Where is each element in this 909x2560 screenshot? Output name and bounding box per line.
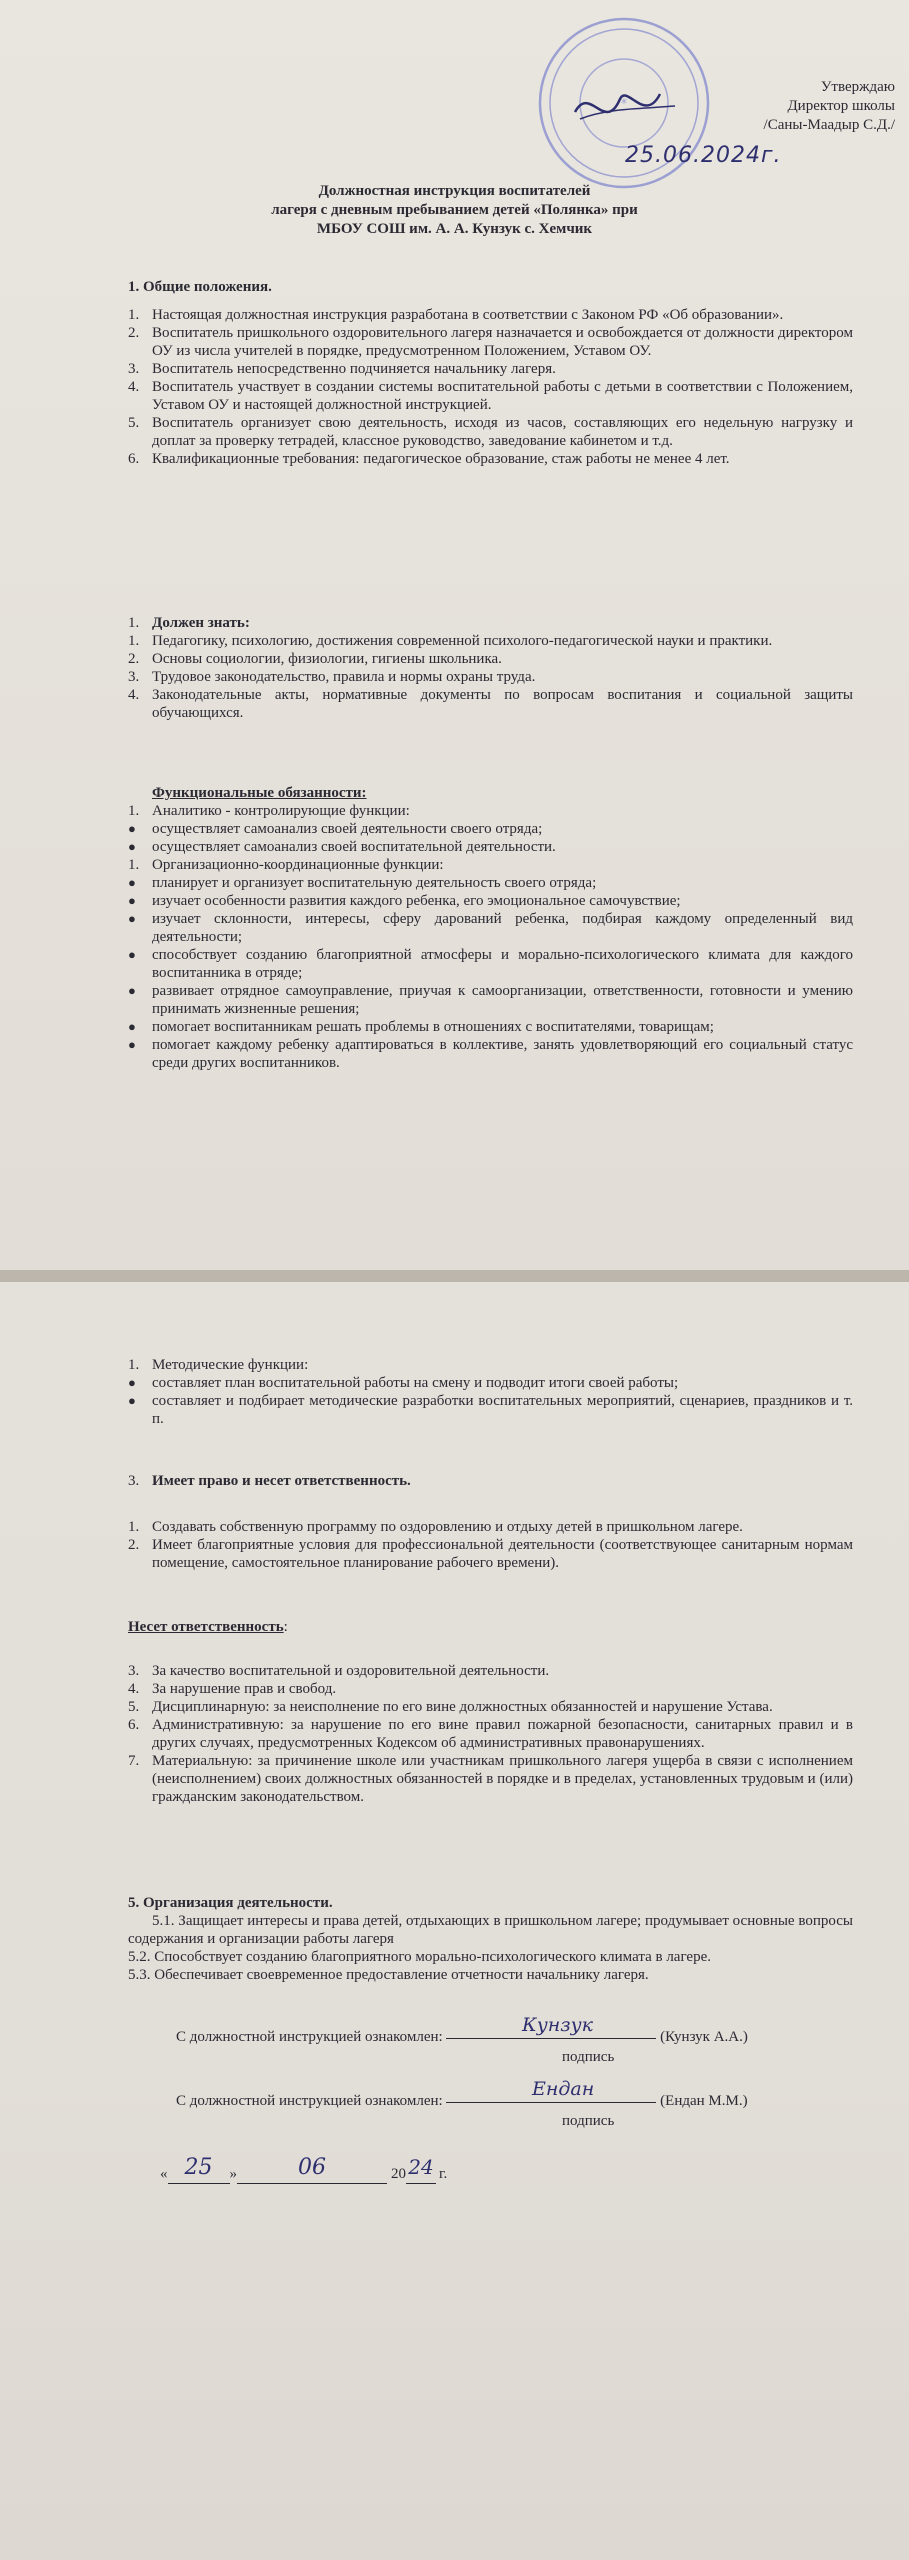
- numbered-list: [128, 306, 853, 468]
- signature-caption: подпись: [562, 2049, 615, 2065]
- date-month: 06: [298, 2155, 326, 2180]
- page-gap: [0, 1270, 909, 1282]
- list-item: 1. Педагогику, психологию, достижения современной психолого-педагогической науки и практики.: [128, 633, 773, 649]
- list-item: 4. За нарушение прав и свобод.: [128, 1681, 337, 1697]
- list-item: 2. Основы социологии, физиологии, гигиены школьника.: [128, 651, 502, 667]
- list-item: 2. Воспитатель пришкольного оздоровительного лагеря назначается и освобождается от должности директором ОУ из числа учителей в порядке, предусмотренном Положением, Уставом ОУ.: [128, 325, 853, 359]
- handwritten-signature-2: Ендан: [532, 2078, 595, 2100]
- list-item: 3. За качество воспитательной и оздоровительной деятельности.: [128, 1663, 550, 1679]
- list-item: 5. Воспитатель организует свою деятельность, исходя из часов, составляющих его недельную нагрузку и доплат за проверку тетрадей, классное руководство, заведование кабинетом и т.д.: [128, 415, 853, 449]
- list-item: 1. Настоящая должностная инструкция разработана в соответствии с Законом РФ «Об образовании».: [128, 307, 784, 323]
- date-day: 25: [184, 2155, 213, 2180]
- date-year: 24: [408, 2155, 434, 2179]
- title-line-2: лагеря с дневным пребыванием детей «Полянка» при: [271, 202, 638, 218]
- list-item: 4. Воспитатель участвует в создании системы воспитательной работы с детьми в соответствии с Положением, Уставом ОУ и настоящей должностной инструкцией.: [128, 379, 853, 413]
- section-heading: 1. Должен знать:: [128, 615, 250, 631]
- bullet-item: ● составляет план воспитательной работы на смену и подводит итоги своей работы;: [128, 1375, 679, 1391]
- approval-line-3: /Саны-Маадыр С.Д./: [763, 117, 895, 133]
- list-item: 3. Трудовое законодательство, правила и нормы охраны труда.: [128, 669, 536, 685]
- list-item: 7. Материальную: за причинение школе или участникам пришкольного лагеря ущерба в связи с исполнением (неисполнением) своих должностных обязанностей в порядке и в пределах, установленных трудовым и (или) гражданским законодательством.: [128, 1753, 853, 1805]
- subsection-title: 1. Организационно-координационные функции:: [128, 857, 444, 873]
- approval-block: [764, 78, 895, 135]
- section-rights: [128, 1472, 853, 1490]
- ack-name: (Ендан М.М.): [660, 2093, 748, 2109]
- bullet-item: ● осуществляет самоанализ своей деятельности своего отряда;: [128, 821, 543, 837]
- subsection-title: 1. Аналитико - контролирующие функции:: [128, 803, 410, 819]
- signature-line: [446, 2038, 656, 2039]
- section-heading: Несет ответственность:: [128, 1619, 288, 1635]
- bullet-item: ● изучает особенности развития каждого ребенка, его эмоциональное самочувствие;: [128, 893, 681, 909]
- bullet-list: [128, 820, 853, 856]
- section-heading: 5. Организация деятельности.: [128, 1895, 333, 1911]
- bullet-list: [128, 1374, 853, 1428]
- list-item: 6. Административную: за нарушение по его вине правил пожарной безопасности, санитарных правил и в других случаях, предусмотренных Кодексом об административных правонарушениях.: [128, 1717, 853, 1751]
- ack-label: С должностной инструкцией ознакомлен:: [176, 2029, 443, 2045]
- bullet-item: ● изучает склонности, интересы, сферу дарований ребенка, подбирая каждому определенный вид деятельности;: [128, 911, 853, 945]
- section-organization: [128, 1894, 853, 1984]
- list-item: 5. Дисциплинарную: за неисполнение по его вине должностных обязанностей и нарушение Устава.: [128, 1699, 773, 1715]
- section-heading: 3. Имеет право и несет ответственность.: [128, 1473, 411, 1489]
- acknowledgement-1: [176, 2028, 748, 2046]
- paragraph: 5.2. Способствует созданию благоприятного морально-психологического климата в лагере.: [128, 1949, 711, 1965]
- signature-caption: подпись: [562, 2113, 615, 2129]
- handwritten-signature-1: Кунзук: [522, 2014, 593, 2036]
- list-item: 4. Законодательные акты, нормативные документы по вопросам воспитания и социальной защиты обучающихся.: [128, 687, 853, 721]
- bullet-item: ● планирует и организует воспитательную деятельность своего отряда;: [128, 875, 597, 891]
- bullet-item: ● развивает отрядное самоуправление, приучая к самоорганизации, ответственности, готовности и умению принимать жизненные решения;: [128, 983, 853, 1017]
- paragraph: 5.1. Защищает интересы и права детей, отдыхающих в пришкольном лагере; продумывает основные вопросы содержания и организации работы лагеря: [128, 1913, 853, 1947]
- approval-line-2: Директор школы: [787, 98, 895, 114]
- section-general-provisions: [128, 278, 853, 468]
- subsection-title: 1. Методические функции:: [128, 1357, 309, 1373]
- ack-label: С должностной инструкцией ознакомлен:: [176, 2093, 443, 2109]
- section-must-know: [128, 614, 853, 722]
- bullet-list: [128, 874, 853, 1072]
- section-heading: Функциональные обязанности:: [152, 785, 367, 801]
- section-methodical: [128, 1356, 853, 1428]
- document-title: [0, 182, 909, 239]
- paragraph: 5.3. Обеспечивает своевременное предоставление отчетности начальнику лагеря.: [128, 1967, 649, 1983]
- list-item: 6. Квалификационные требования: педагогическое образование, стаж работы не менее 4 лет.: [128, 451, 730, 467]
- bullet-item: ● осуществляет самоанализ своей воспитательной деятельности.: [128, 839, 556, 855]
- responsibility-list: [128, 1662, 853, 1806]
- signature-date: « 25 » 06 20 24 г.: [160, 2155, 448, 2182]
- list-item: 3. Воспитатель непосредственно подчиняется начальнику лагеря.: [128, 361, 556, 377]
- document-page-2: [0, 1282, 909, 2560]
- section-responsibility: [128, 1618, 853, 1636]
- signature-line: [446, 2102, 656, 2103]
- acknowledgement-2: [176, 2092, 748, 2110]
- bullet-item: ● помогает каждому ребенку адаптироваться в коллективе, занять удовлетворяющий его социальный статус среди других воспитанников.: [128, 1037, 853, 1071]
- handwritten-approval-date: 25.06.2024г.: [625, 143, 782, 168]
- approval-line-1: Утверждаю: [820, 79, 895, 95]
- svg-text:*: *: [620, 97, 628, 112]
- rights-list: [128, 1518, 853, 1572]
- bullet-item: ● составляет и подбирает методические разработки воспитательных мероприятий, сценариев, праздников и т. п.: [128, 1393, 853, 1427]
- document-page-1: [0, 0, 909, 1270]
- bullet-item: ● способствует созданию благоприятной атмосферы и морально-психологического климата для каждого воспитанника в отряде;: [128, 947, 853, 981]
- section-duties: [128, 784, 853, 1072]
- list-item: 1. Создавать собственную программу по оздоровлению и отдыху детей в пришкольном лагере.: [128, 1519, 743, 1535]
- section-heading: 1. Общие положения.: [128, 279, 272, 295]
- title-line-1: Должностная инструкция воспитателей: [318, 183, 591, 199]
- ack-name: (Кунзук А.А.): [660, 2029, 748, 2045]
- list-item: 2. Имеет благоприятные условия для профессиональной деятельности (соответствующее санитарным нормам помещение, самостоятельное планирование рабочего времени).: [128, 1537, 853, 1571]
- title-line-3: МБОУ СОШ им. А. А. Кунзук с. Хемчик: [316, 221, 593, 237]
- bullet-item: ● помогает воспитанникам решать проблемы в отношениях с воспитателями, товарищам;: [128, 1019, 714, 1035]
